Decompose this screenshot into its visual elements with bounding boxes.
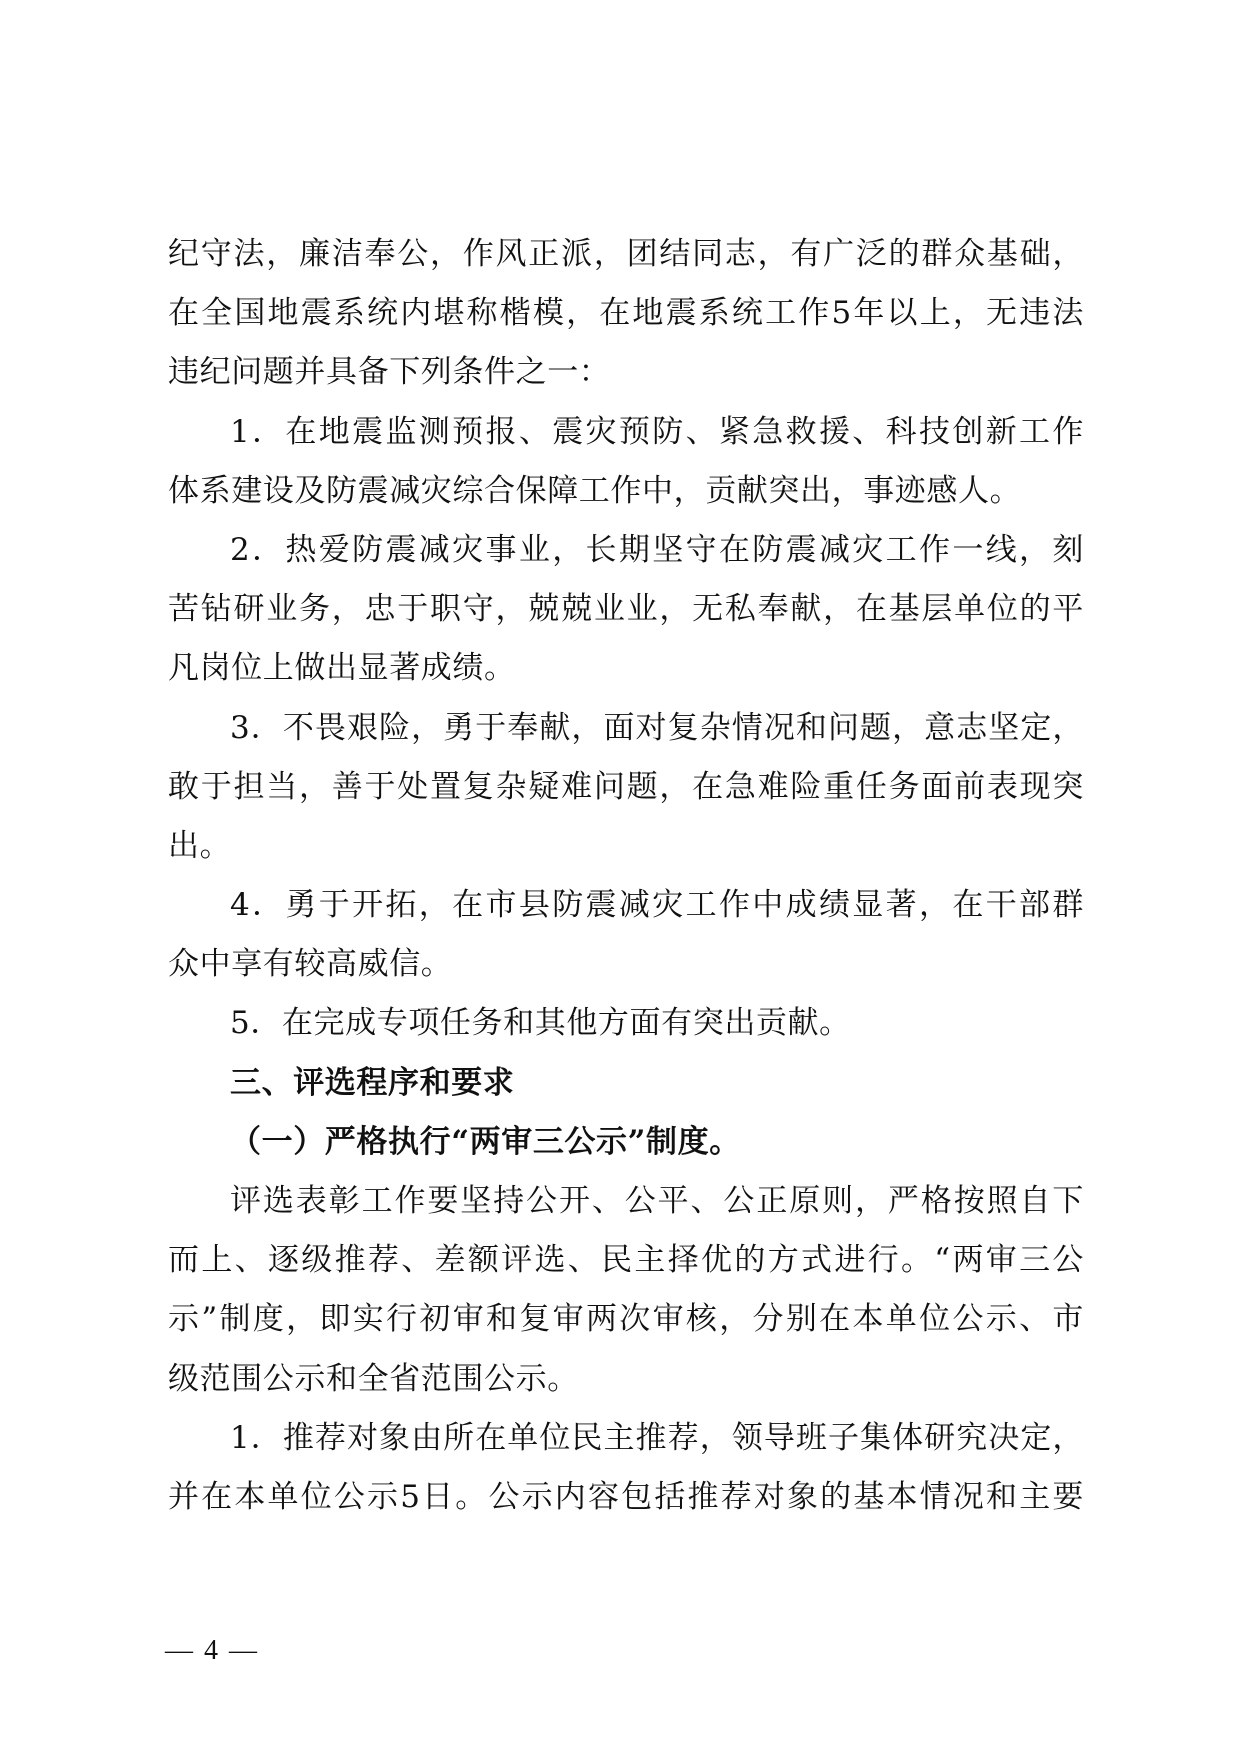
text-line: 凡岗位上做出显著成绩。 bbox=[168, 650, 516, 687]
text-line: 级范围公示和全省范围公示。 bbox=[168, 1360, 579, 1397]
text-line: 纪守法，廉洁奉公，作风正派，团结同志，有广泛的群众基础， bbox=[168, 236, 1084, 272]
text-line: 在全国地震系统内堪称楷模，在地震系统工作5年以上，无违法 bbox=[168, 295, 1084, 332]
section-heading: 三、评选程序和要求 bbox=[230, 1064, 515, 1101]
text-line: 体系建设及防震减灾综合保障工作中，贡献突出，事迹感人。 bbox=[168, 472, 1022, 509]
text-line: 苦钻研业务，忠于职守，兢兢业业，无私奉献，在基层单位的平 bbox=[168, 591, 1084, 628]
list-item-1: 1．在地震监测预报、震灾预防、紧急救援、科技创新工作 bbox=[230, 413, 1084, 450]
procedure-item-1: 1．推荐对象由所在单位民主推荐，领导班子集体研究决定， bbox=[230, 1419, 1084, 1456]
paragraph-start: 评选表彰工作要坚持公开、公平、公正原则，严格按照自下 bbox=[230, 1183, 1084, 1219]
text-line: 示”制度，即实行初审和复审两次审核，分别在本单位公示、市 bbox=[168, 1301, 1084, 1338]
text-line: 违纪问题并具备下列条件之一： bbox=[168, 354, 611, 391]
list-item-4: 4．勇于开拓，在市县防震减灾工作中成绩显著，在干部群 bbox=[230, 887, 1084, 924]
text-line: 而上、逐级推荐、差额评选、民主择优的方式进行。“两审三公 bbox=[168, 1242, 1084, 1279]
list-item-5: 5．在完成专项任务和其他方面有突出贡献。 bbox=[230, 1005, 851, 1042]
page-number: — 4 — bbox=[165, 1635, 259, 1666]
document-body bbox=[168, 225, 1084, 1527]
list-item-3: 3．不畏艰险，勇于奉献，面对复杂情况和问题，意志坚定， bbox=[230, 709, 1084, 746]
text-line: 并在本单位公示5日。公示内容包括推荐对象的基本情况和主要 bbox=[168, 1478, 1084, 1515]
list-item-2: 2．热爱防震减灾事业，长期坚守在防震减灾工作一线，刻 bbox=[230, 531, 1084, 568]
text-line: 众中享有较高威信。 bbox=[168, 946, 453, 983]
text-line: 敢于担当，善于处置复杂疑难问题，在急难险重任务面前表现突 bbox=[168, 768, 1084, 805]
subsection-heading: （一）严格执行“两审三公示”制度。 bbox=[230, 1123, 741, 1160]
text-line: 出。 bbox=[168, 827, 232, 864]
